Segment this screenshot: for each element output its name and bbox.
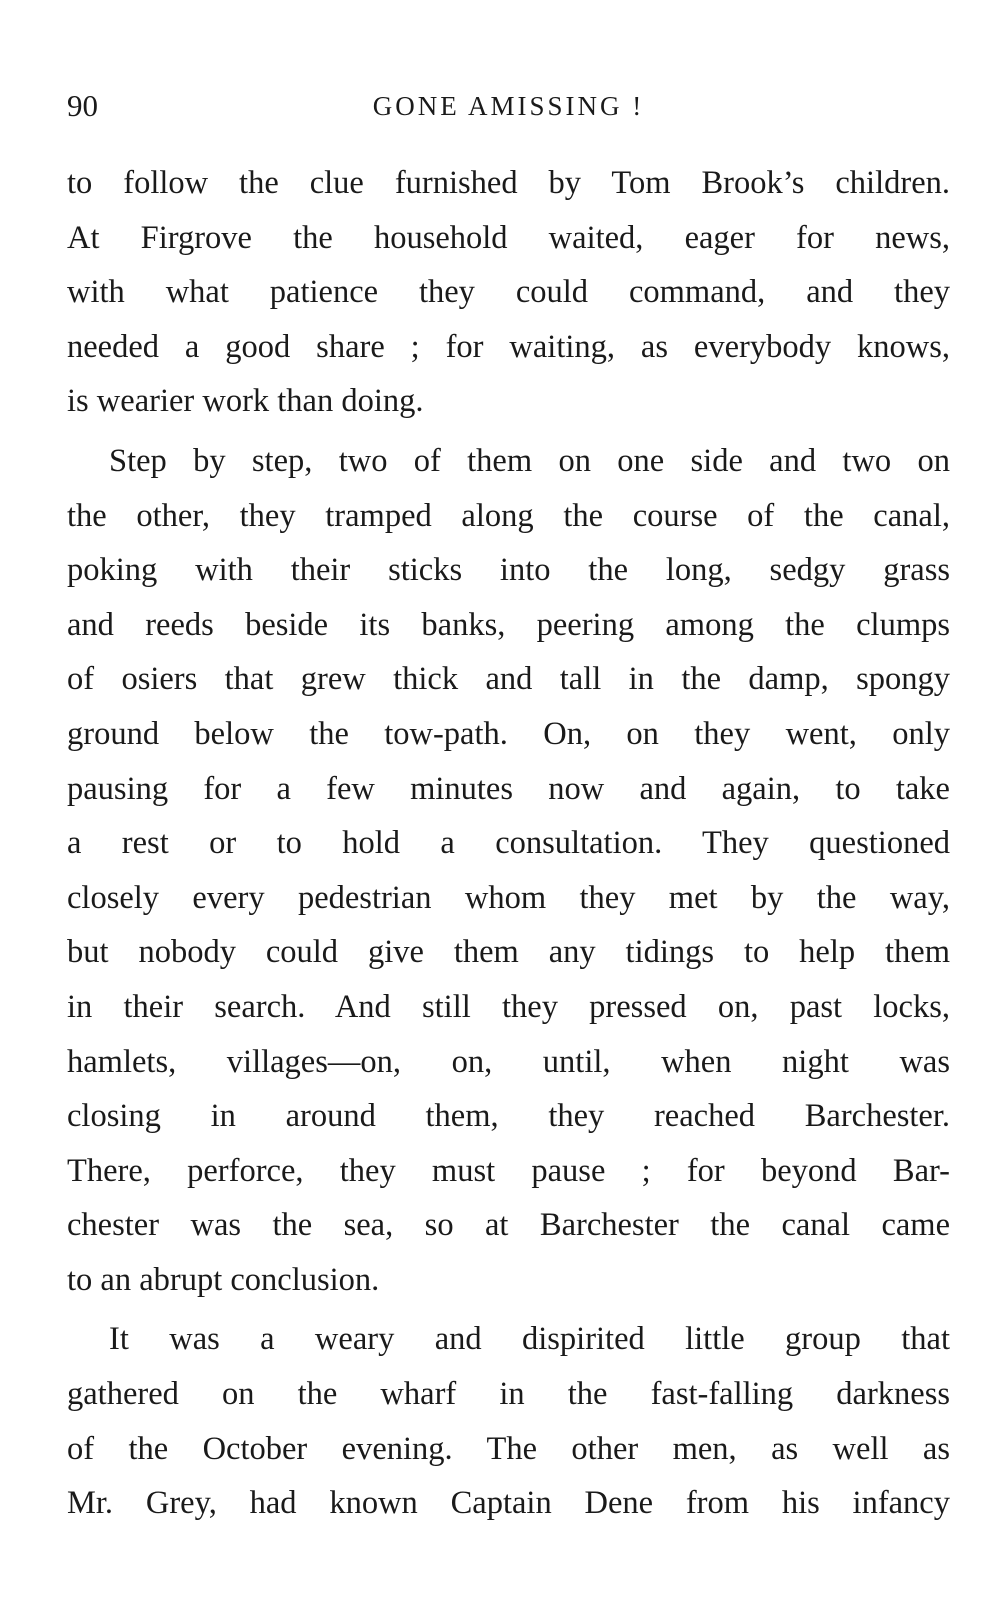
- body-text: [67, 156, 950, 1531]
- text-line: ground below the tow-path. On, on they went, only: [67, 715, 950, 752]
- text-line: It was a weary and dispirited little group that: [109, 1321, 950, 1358]
- text-line: but nobody could give them any tidings to help them: [67, 934, 950, 971]
- text-line: to follow the clue furnished by Tom Brook’s children.: [67, 165, 950, 201]
- text-line: gathered on the wharf in the fast-falling darkness: [67, 1376, 950, 1413]
- text-line: chester was the sea, so at Barchester the canal came: [67, 1207, 950, 1244]
- text-line: of osiers that grew thick and tall in the damp, spongy: [67, 661, 950, 698]
- text-line: pausing for a few minutes now and again, to take: [67, 770, 950, 807]
- text-line: Step by step, two of them on one side and two on: [109, 442, 950, 479]
- text-line: to an abrupt conclusion.: [67, 1261, 380, 1298]
- text-line: and reeds beside its banks, peering among the clumps: [67, 606, 950, 643]
- text-line: At Firgrove the household waited, eager for news,: [67, 219, 950, 256]
- text-line: a rest or to hold a consultation. They questioned: [67, 825, 950, 862]
- paragraph-3: [67, 1312, 950, 1530]
- text-line: is wearier work than doing.: [67, 383, 424, 420]
- text-line: in their search. And still they pressed on, past locks,: [67, 988, 950, 1025]
- text-line: hamlets, villages—on, on, until, when night was: [67, 1043, 950, 1080]
- paragraph-2: [67, 434, 950, 1308]
- text-line: with what patience they could command, and they: [67, 274, 950, 311]
- page-number: 90: [67, 88, 98, 123]
- text-line: closing in around them, they reached Barchester.: [67, 1098, 950, 1135]
- text-line: Mr. Grey, had known Captain Dene from his infancy: [67, 1485, 950, 1522]
- text-line: of the October evening. The other men, as well as: [67, 1430, 950, 1467]
- text-line: There, perforce, they must pause ; for beyond Bar-: [67, 1152, 950, 1189]
- text-line: needed a good share ; for waiting, as everybody knows,: [67, 328, 950, 365]
- running-title: GONE AMISSING !: [372, 91, 645, 121]
- text-line: closely every pedestrian whom they met by the way,: [67, 879, 950, 916]
- text-line: poking with their sticks into the long, sedgy grass: [67, 552, 950, 589]
- paragraph-1: [67, 156, 950, 429]
- text-line: the other, they tramped along the course of the canal,: [67, 497, 950, 534]
- running-head: [67, 86, 950, 126]
